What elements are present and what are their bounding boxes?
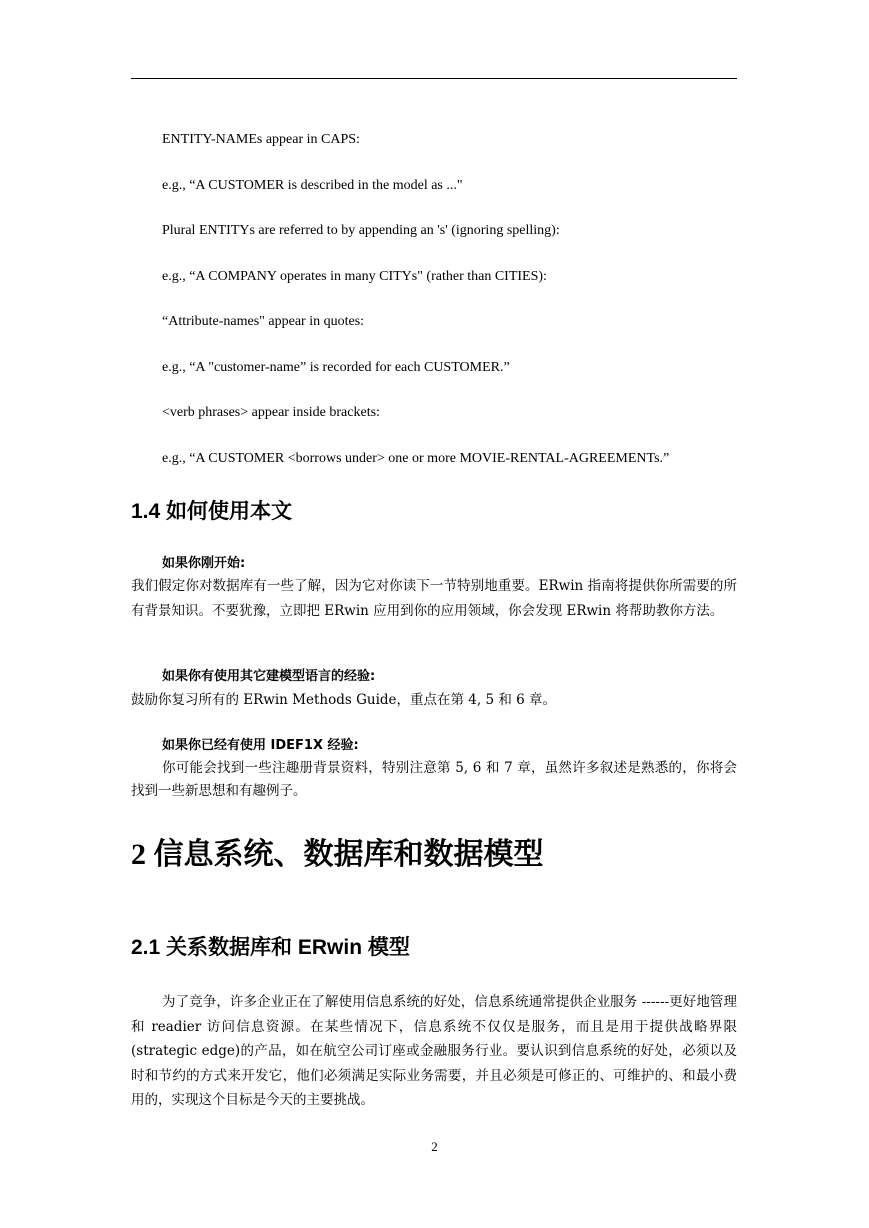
section-2-1-paragraph: 为了竞争，许多企业正在了解使用信息系统的好处，信息系统通常提供企业服务 ------更好地管理和 readier 访问信息资源。在某些情况下，信息系统不仅仅是服务，而且是用于提供战略界限(strategic edge)的产品，如在航空公司订座或金融服务行业。要认识到信息系统的好处，必须以及时和节约的方式来开发它，他们必须满足实际业务需要，并且必须是可修正的、可维护的、和最小费用的，实现这个目标是今天的主要挑战。: [131, 994, 737, 1108]
page-number: 2: [431, 1139, 438, 1154]
convention-line: ENTITY-NAMEs appear in CAPS:: [162, 132, 360, 147]
idef1x-paragraph: 你可能会找到一些注趣册背景资料，特别注意第 5, 6 和 7 章，虽然许多叙述是熟悉的，你将会找到一些新思想和有趣例子。: [131, 760, 737, 799]
convention-line: e.g., “A CUSTOMER is described in the model as ...": [162, 178, 463, 193]
other-language-label: 如果你有使用其它建模型语言的经验:: [162, 669, 376, 684]
beginner-paragraph: 我们假定你对数据库有一些了解，因为它对你读下一节特别地重要。ERwin 指南将提供你所需要的所有背景知识。不要犹豫，立即把 ERwin 应用到你的应用领域，你会发现 ERwin 将帮助教你方法。: [131, 578, 737, 619]
idef1x-label: 如果你已经有使用 IDEF1X 经验:: [162, 738, 359, 753]
header-rule: [131, 78, 737, 79]
other-language-paragraph: 鼓励你复习所有的 ERwin Methods Guide，重点在第 4, 5 和 6 章。: [131, 692, 557, 708]
section-2-1-heading: 2.1 关系数据库和 ERwin 模型: [131, 936, 410, 959]
convention-line: “Attribute-names" appear in quotes:: [162, 314, 365, 329]
chapter-2-heading: 2 信息系统、数据库和数据模型: [131, 838, 544, 871]
convention-line: e.g., “A COMPANY operates in many CITYs" (rather than CITIES):: [162, 269, 547, 284]
convention-line: e.g., “A "customer-name” is recorded for each CUSTOMER.”: [162, 360, 510, 375]
beginner-label: 如果你刚开始:: [162, 556, 246, 571]
convention-line: Plural ENTITYs are referred to by appending an 's' (ignoring spelling):: [162, 223, 560, 238]
section-1-4-heading: 1.4 如何使用本文: [131, 500, 293, 523]
convention-line: e.g., “A CUSTOMER <borrows under> one or more MOVIE-RENTAL-AGREEMENTs.”: [162, 451, 670, 466]
convention-line: <verb phrases> appear inside brackets:: [162, 405, 380, 420]
